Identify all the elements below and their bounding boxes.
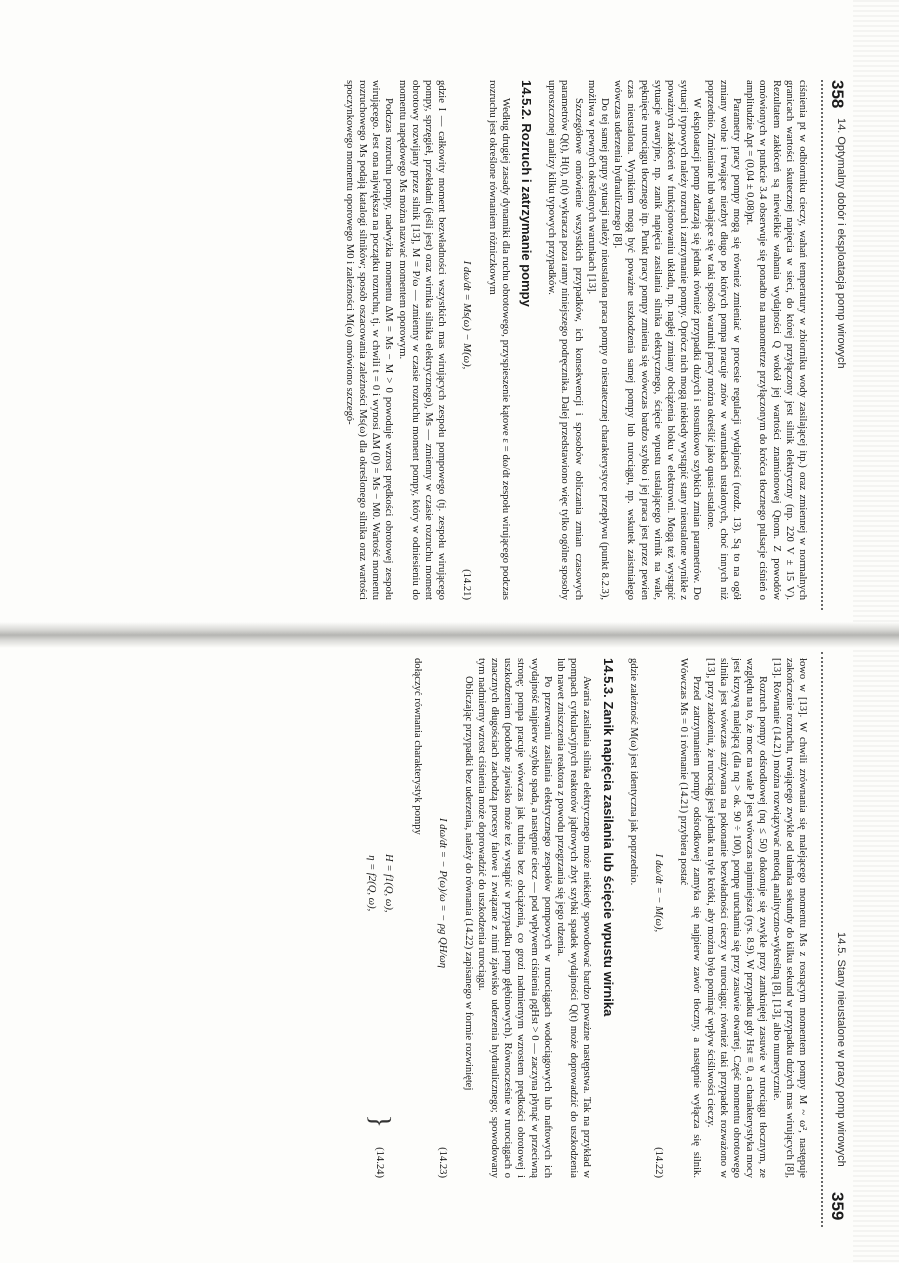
- header-rule: [821, 80, 823, 610]
- text-column: [349, 658, 809, 1178]
- page-359: [0, 632, 899, 1263]
- paragraph: łowo w [13]. W chwili zrównania się malejącego momentu Ms z rosnącym momentem pompy M ~ ω², następuje zakończenie rozruchu, trwającego zwykle od ułamka sekundy do kilku sekund w przypadku dużych mas wirujących [8], [13]. Równanie (14.21) można rozwiązywać metodą analityczno-wykreślną [8], [13], albo numerycznie.: [770, 658, 808, 1178]
- paragraph: Parametry pracy pompy mogą się również zmieniać w procesie regulacji wydajności (rozdz. 13). Są to na ogół zmiany wolne i trwające niezbyt długo po których pompa pracuje znów w warunkach ustalonych, choć innych niż poprzednio. Zmieniane lub wahające się w taki sposób warunki pracy można określić jako quasi-ustalone.: [704, 80, 742, 600]
- page-number: 358: [828, 80, 847, 109]
- equation-number: (14.24): [374, 1147, 386, 1178]
- paragraph: Po przerwaniu zasilania elektrycznego zespołów pompowych w rurociągach wodociągowych lub naftowych ich wydajność najpierw szybko spada, a następnie ciecz — pod wpływem ciśnienia ρgHst > 0 — zaczyna płynąć w przeciwną stronę; pompa pracuje wówczas jak turbina bez obciążenia, co grozi nadmiernym wzrostem prędkości obrotowej i uszkodzeniem (podobne zjawisko może też wystąpić w przypadku pomp głębinowych). Równocześnie w rurociągach o znacznych długościach zachodzą procesy falowe i związane z nimi zjawisko uderzenia hydraulicznego; spowodowany tym nadmierny wzrost ciśnienia może doprowadzić do uszkodzenia rurociągu.: [475, 658, 553, 1178]
- paragraph: W eksploatacji pomp zdarzają się jednak również przypadki dużych i stosunkowo szybkich zmian parametrów. Do sytuacji typowych należy rozruch i zatrzymanie pompy. Oprócz nich mogą niekiedy wystąpić stany nieustalone wynikłe z poważnych zakłóceń w funkcjonowaniu układu, np. nagłej zmiany obciążenia bloku w elektrowni. Mogą też wystąpić sytuacje awaryjne, np. zanik napięcia zasilania silnika elektrycznego, ścięcie wpustu ustalającego wirnik na wale, pęknięcie rurociągu tłocznego itp. Punkt pracy pompy zmienia się wówczas bardzo szybko i jej praca jest przez pewien czas nieustalona. Wynikiem mogą być poważne uszkodzenia samej pompy lub rurociągu, np. wskutek zaistniałego wówczas uderzenia hydraulicznego [8].: [612, 80, 703, 600]
- paragraph: Awaria zasilania silnika elektrycznego może niekiedy spowodować bardzo poważne następstwa. Tak na przykład w pompach cyrkulacyjnych reaktorów jądrowych zbyt szybki spadek wydajności Q(t) może doprowadzić do uszkodzenia lub nawet zniszczenia reaktora z powodu przegrzania się jego rdzenia.: [554, 658, 593, 1178]
- section-heading: 14.5.3. Zanik napięcia zasilania lub ścięcie wpustu wirnika: [600, 658, 616, 1017]
- equation-14-24: [361, 658, 399, 1178]
- equation-line: η = f2(Q, ω),: [365, 855, 377, 912]
- equation-number: (14.22): [652, 1147, 664, 1178]
- equation-body: I dω/dt = Ms(ω) − M(ω),: [461, 260, 473, 370]
- page-number: 359: [828, 1192, 847, 1221]
- paragraph: gdzie I — całkowity moment bezwładności wszystkich mas wirujących zespołu pompowego (tj. zespołu wirującego pompy, sprzęgieł, przekładni (jeśli jest) oraz wirnika silnika elektrycznego), Ms — zmienny w czasie rozruchu moment obrotowy rozwijany przez silnik [13], M = P/ω — zmienny w czasie rozruchu moment pompy, który w odniesieniu do momentu napędowego Ms można nazwać momentem oporowym.: [396, 80, 448, 600]
- equation-body: I dω/dt = − P(ω)/ω = − ρg QH/ωη: [437, 817, 449, 969]
- paragraph: dołączyć równania charakterystyk pompy: [412, 658, 424, 835]
- paragraph: Rozruch pompy odśrodkowej (nq ≤ 50) dokonuje się zwykle przy zamkniętej zasuwie w rurociągu tłocznym, ze względu na to, że moc na wale P jest wówczas najmniejsza (rys. 8.9). W przypadku gdy Hst ≡ 0, a charakterystyka mocy jest krzywą malejącą (dla nq > ok. 90 ÷ 100), pompę uruchamia się przy zasuwie otwartej. Część momentu obrotowego silnika jest wówczas zużywana na pokonanie bezwładności cieczy w rurociągu; również taki przypadek rozważono w [13], przy założeniu, że rurociąg jest jednak na tyle krótki, aby można było pominąć wpływ ściśliwości cieczy.: [704, 658, 769, 1178]
- paragraph: Szczegółowe omówienie wszystkich przypadków, ich konsekwencji i sposobów obliczania zmian czasowych parametrów Q(t), H(t), n(t) wykracza poza ramy niniejszego podręcznika. Dalej przedstawiono więc tylko ogólne sposoby uproszczonej analizy kilku typowych przypadków.: [546, 80, 584, 600]
- equation-system: [361, 658, 399, 1109]
- text-column: [343, 80, 810, 600]
- paragraph: Obliczając przypadki bez uderzenia, należy do równania (14.22) zapisanego w formie rozwiniętej: [462, 676, 474, 1091]
- page-358: [0, 0, 899, 631]
- equation-line: H = f1(Q, ω),: [382, 854, 394, 913]
- paragraph: Podczas rozruchu pompy, nadwyżka momentu ΔM = Ms − M > 0 powoduje wzrost prędkości obrotowej zespołu wirującego. Jest ona największa na początku rozruchu, tj. w chwili t = 0 i wynosi ΔM (0) = Ms − M0. Wartość momentu rozruchowego Ms podają katalogi silników; sposób oszacowania zależności Ms(ω) dla określonego silnika oraz wartości spoczynkowego momentu oporowego M0 i zależności M(ω) omówiono szczegó-: [343, 80, 395, 600]
- equation-number: (14.23): [437, 1147, 449, 1178]
- section-heading: 14.5.2. Rozruch i zatrzymanie pompy: [518, 80, 534, 307]
- header-rule: [821, 652, 823, 1227]
- right-brace: }: [364, 1114, 396, 1128]
- equation-14-22: [652, 658, 665, 1178]
- equation-14-21: [460, 80, 473, 600]
- running-head: 14.5. Stany nieustalone w pracy pomp wirowych: [835, 932, 847, 1167]
- running-head: 14. Optymalny dobór i eksploatacja pomp wirowych: [835, 118, 847, 369]
- paragraph: Do tej samej grupy sytuacji należy nieustalona praca pompy o niestatecznej charakterystyce przepływu (punkt 8.2.3), możliwa w pewnych określonych warunkach [13].: [585, 80, 610, 600]
- equation-body: I dω/dt = − M(ω),: [652, 853, 664, 933]
- equation-number: (14.21): [461, 569, 473, 600]
- equation-14-23: [436, 658, 449, 1178]
- paragraph: Przed zatrzymaniem pompy odśrodkowej zamyka się najpierw zawór tłoczny, a następnie wyłącza się silnik. Wówczas Ms = 0 i równanie (14.21) przybiera postać: [678, 658, 703, 1178]
- paragraph: gdzie zależność M(ω) jest identyczna jak poprzednio.: [627, 658, 639, 886]
- paragraph: ciśnienia pt w odbiorniku cieczy, wahań temperatury w zbiorniku wody zasilającej itp.) oraz zmiennej w normalnych granicach wartości skutecznej napięcia w sieci, do której przyłączony jest silnik elektryczny (np. 220 V ± 15 V). Rezultatem zakłóceń są niewielkie wahania wydajności Q wokół jej wartości znamionowej Qnom. Z powodów omówionych w punkcie 3.4 obserwuje się ponadto na manometrze przyłączonym do króćca tłocznego pulsacje ciśnień o amplitudzie Δpt = (0,04 ± 0,08)pt.: [744, 80, 808, 600]
- paragraph: Według drugiej zasady dynamiki dla ruchu obrotowego, przyspieszenie kątowe ε = dω/dt zespołu wirującego podczas rozruchu jest określone równaniem różniczkowym: [486, 80, 511, 600]
